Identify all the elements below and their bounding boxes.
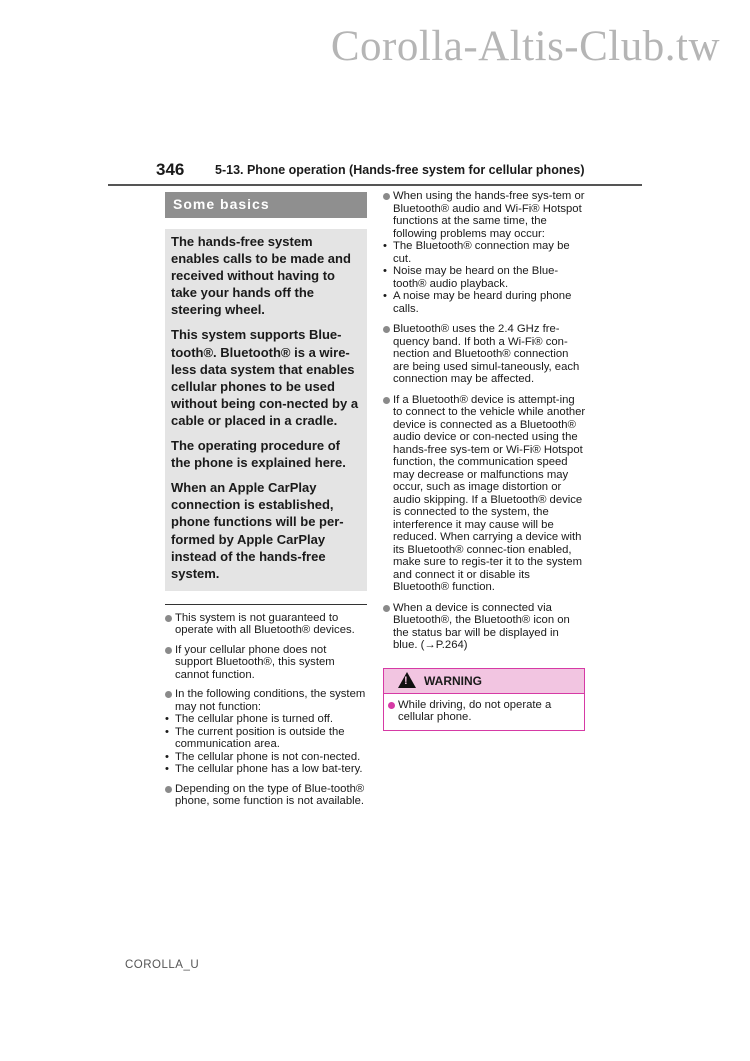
bullet-icon bbox=[165, 647, 172, 654]
note-text: Depending on the type of Blue-tooth® phone, some function is not available. bbox=[175, 782, 365, 808]
sub-item: • Noise may be heard on the Blue-tooth® audio playback. bbox=[383, 265, 559, 290]
intro-paragraph: The operating procedure of the phone is explained here. bbox=[171, 438, 346, 471]
warning-body bbox=[384, 694, 584, 730]
sub-item: • The current position is outside the communication area. bbox=[165, 725, 345, 751]
note-item bbox=[165, 612, 367, 637]
note-text: When a device is connected via Bluetooth®, the Bluetooth® icon on the status bar will be displayed in blue. (→P.264) bbox=[393, 601, 570, 651]
sub-item: • The cellular phone is turned off. bbox=[165, 713, 334, 726]
warning-title: WARNING bbox=[424, 673, 482, 688]
sub-item: • The Bluetooth® connection may be cut. bbox=[383, 240, 570, 265]
note-item bbox=[383, 602, 586, 652]
note-item bbox=[383, 190, 586, 240]
sub-item-text: A noise may be heard during phone calls. bbox=[393, 290, 572, 315]
divider bbox=[165, 604, 367, 605]
footer-code: COROLLA_U bbox=[125, 959, 200, 971]
bullet-icon bbox=[165, 691, 172, 698]
sub-item-text: The cellular phone is not con-nected. bbox=[175, 750, 361, 763]
sub-item-text: The cellular phone is turned off. bbox=[175, 713, 334, 726]
sub-item: • A noise may be heard during phone calls. bbox=[383, 290, 572, 315]
bullet-icon bbox=[165, 786, 172, 793]
sub-item: • The cellular phone has a low bat-tery. bbox=[165, 763, 363, 776]
note-text: If a Bluetooth® device is attempt-ing to connect to the vehicle while another device is connected as a Bluetooth® audio device or con-nected using the hands-free sys-tem or Wi-Fi® Hotspot function, the communication speed may decrease or malfunctions may occur, such as image distortion or audio skipping. If a Bluetooth® device is connected to the system, the interference it may cause will be reduced. When carrying a device with its Bluetooth® connec-tion enabled, make sure to regis-ter it to the system and connect it or disable its Bluetooth® function. bbox=[393, 393, 586, 593]
left-column bbox=[165, 192, 367, 808]
warning-triangle-icon: ! bbox=[398, 672, 416, 688]
bullet-icon bbox=[383, 326, 390, 333]
sub-item-text: The Bluetooth® connection may be cut. bbox=[393, 240, 570, 265]
intro-paragraph: When an Apple CarPlay connection is established, phone functions will be per-formed by Apple CarPlay instead of the hands-free system. bbox=[171, 480, 344, 581]
sub-item-text: The cellular phone has a low bat-tery. bbox=[175, 763, 363, 776]
warning-item bbox=[388, 699, 580, 724]
note-item bbox=[383, 323, 586, 386]
bullet-icon bbox=[165, 615, 172, 622]
note-item bbox=[383, 394, 586, 594]
warning-box bbox=[383, 668, 585, 731]
page-number: 346 bbox=[156, 160, 185, 179]
bullet-icon bbox=[383, 397, 390, 404]
note-text: In the following conditions, the system may not function: bbox=[175, 688, 366, 713]
note-text: Bluetooth® uses the 2.4 GHz fre-quency band. If both a Wi-Fi® con-nection and Bluetooth® connection are being used simul-taneously, each connection may be affected. bbox=[393, 323, 580, 385]
section-heading: Some basics bbox=[165, 192, 367, 218]
bullet-icon bbox=[383, 193, 390, 200]
right-column bbox=[383, 190, 586, 731]
bullet-icon bbox=[388, 702, 395, 709]
section-title: 5-13. Phone operation (Hands-free system for cellular phones) bbox=[215, 163, 585, 177]
sub-item-text: The current position is outside the communication area. bbox=[175, 725, 345, 751]
note-item bbox=[165, 644, 367, 682]
note-item bbox=[165, 783, 367, 808]
intro-box bbox=[165, 229, 367, 591]
note-item bbox=[165, 688, 367, 713]
note-text: When using the hands-free sys-tem or Bluetooth® audio and Wi-Fi® Hotspot functions at the same time, the following problems may occur: bbox=[393, 190, 585, 240]
note-text: If your cellular phone does not support Bluetooth®, this system cannot function. bbox=[175, 643, 335, 681]
bullet-icon bbox=[383, 605, 390, 612]
page-header bbox=[108, 160, 642, 186]
intro-paragraph: This system supports Blue-tooth®. Bluetooth® is a wire-less data system that enables cellular phones to be used without being con-nected by a cable or placed in a cradle. bbox=[171, 327, 359, 428]
sub-item-text: Noise may be heard on the Blue-tooth® audio playback. bbox=[393, 265, 559, 290]
warning-header bbox=[384, 669, 584, 694]
sub-item: • The cellular phone is not con-nected. bbox=[165, 750, 361, 763]
warning-text: While driving, do not operate a cellular phone. bbox=[398, 698, 552, 723]
note-text: This system is not guaranteed to operate with all Bluetooth® devices. bbox=[175, 611, 355, 637]
intro-paragraph: The hands-free system enables calls to be made and received without having to take your hands off the steering wheel. bbox=[171, 234, 351, 318]
watermark: Corolla-Altis-Club.tw bbox=[330, 23, 720, 70]
